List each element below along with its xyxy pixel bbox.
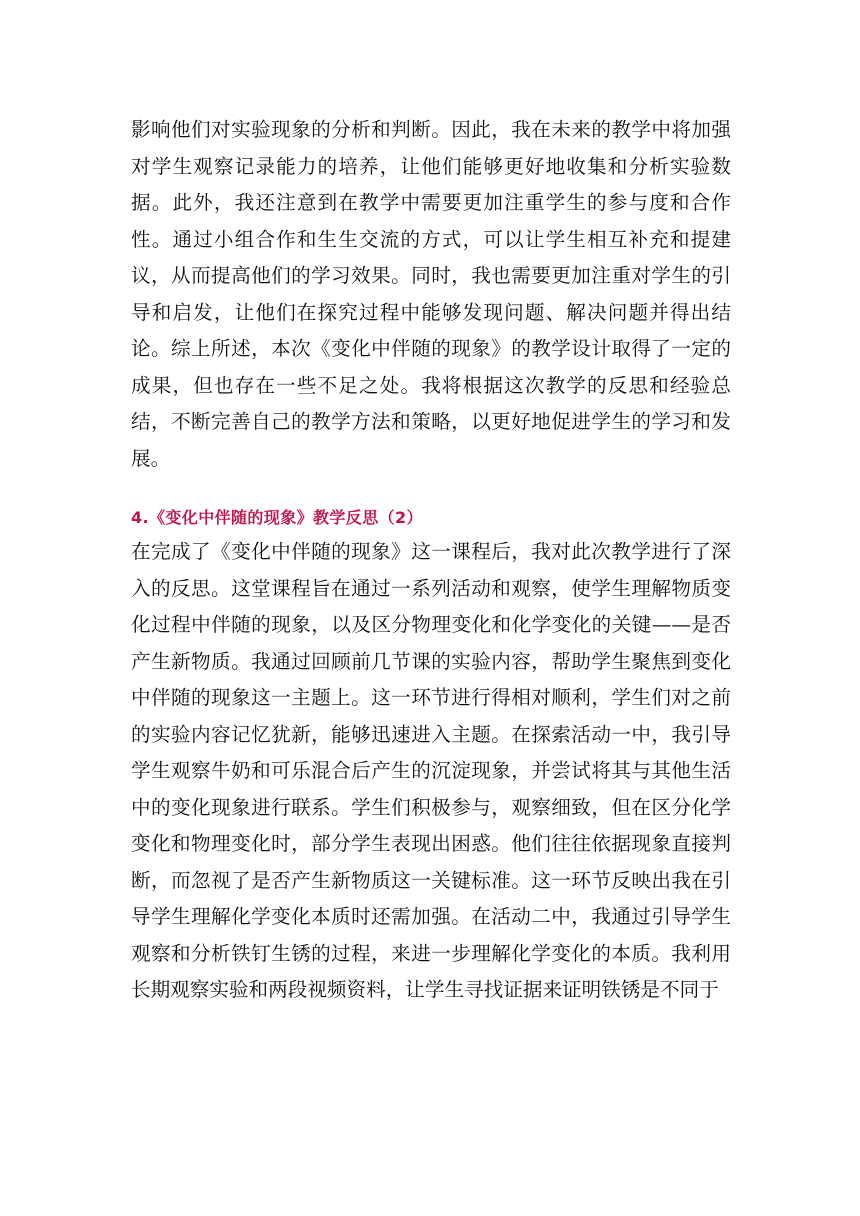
section-heading: 4.《变化中伴随的现象》教学反思（2）: [131, 508, 423, 527]
body-paragraph-1: 影响他们对实验现象的分析和判断。因此，我在未来的教学中将加强对学生观察记录能力的培养，让他们能够更好地收集和分析实验数据。此外，我还注意到在教学中需要更加注重学生的参与度和合作性。通过小组合作和生生交流的方式，可以让学生相互补充和提建议，从而提高他们的学习效果。同时，我也需要更加注重对学生的引导和启发，让他们在探究过程中能够发现问题、解决问题并得出结论。综上所述，本次《变化中伴随的现象》的教学设计取得了一定的成果，但也存在一些不足之处。我将根据这次教学的反思和经验总结，不断完善自己的教学方法和策略，以更好地促进学生的学习和发展。: [131, 118, 731, 470]
body-paragraph-2: 在完成了《变化中伴随的现象》这一课程后，我对此次教学进行了深入的反思。这堂课程旨在通过一系列活动和观察，使学生理解物质变化过程中伴随的现象，以及区分物理变化和化学变化的关键——是否产生新物质。我通过回顾前几节课的实验内容，帮助学生聚焦到变化中伴随的现象这一主题上。这一环节进行得相对顺利，学生们对之前的实验内容记忆犹新，能够迅速进入主题。在探索活动一中，我引导学生观察牛奶和可乐混合后产生的沉淀现象，并尝试将其与其他生活中的变化现象进行联系。学生们积极参与，观察细致，但在区分化学变化和物理变化时，部分学生表现出困惑。他们往往依据现象直接判断，而忽视了是否产生新物质这一关键标准。这一环节反映出我在引导学生理解化学变化本质时还需加强。在活动二中，我通过引导学生观察和分析铁钉生锈的过程，来进一步理解化学变化的本质。我利用长期观察实验和两段视频资料，让学生寻找证据来证明铁锈是不同于: [131, 540, 731, 1001]
